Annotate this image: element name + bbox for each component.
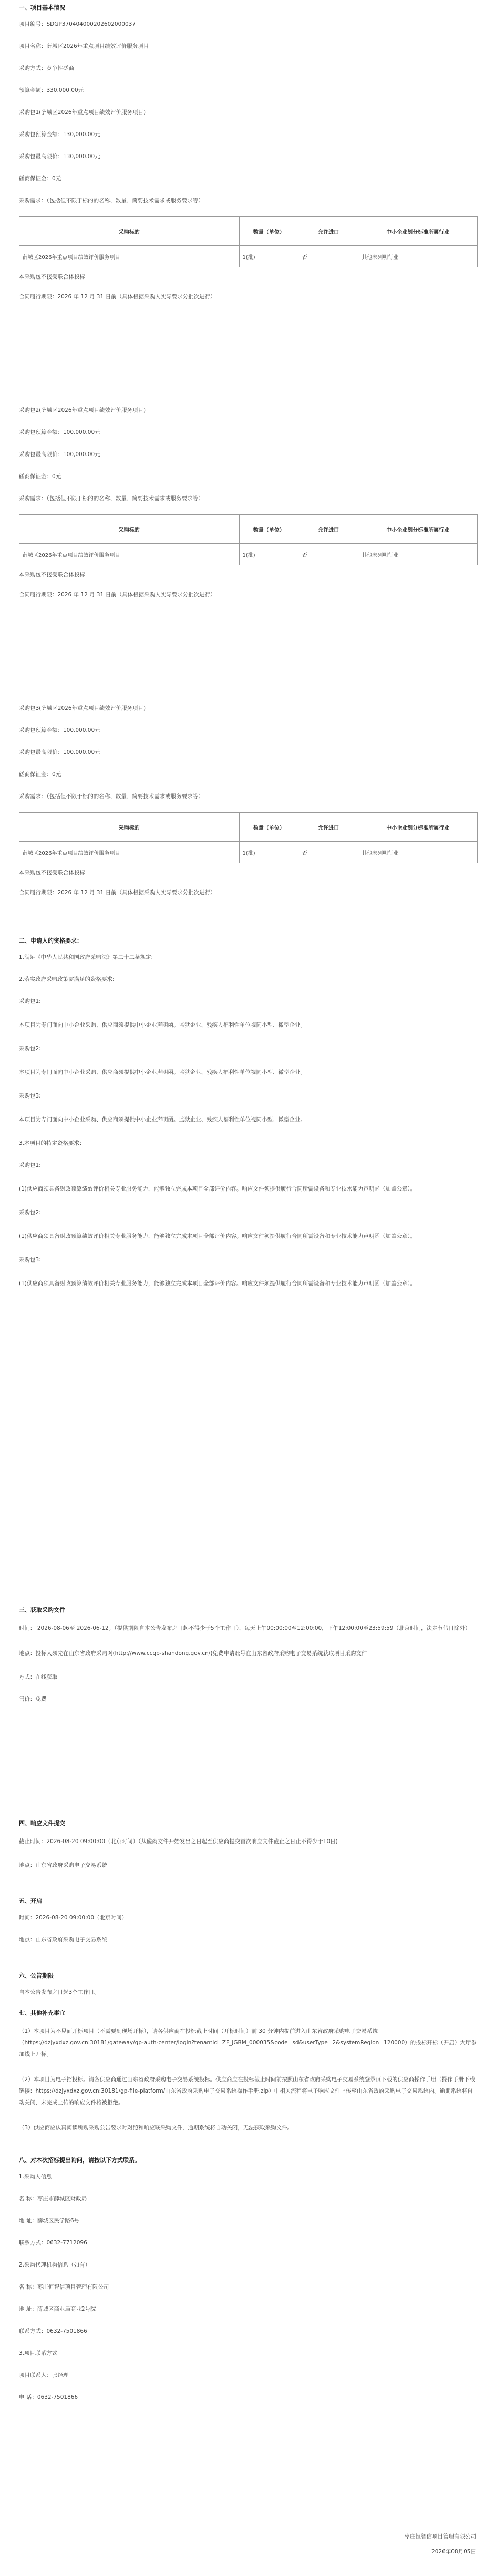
section-title: 七、其他补充事宜: [19, 2010, 65, 2016]
lot-term: 合同履行期限：2026 年 12 月 31 日前（具体根据采购人实际要求分批次进行）: [19, 592, 216, 598]
req-2-pkg1-label: 采购包1:: [19, 998, 41, 1005]
cell-import: 否: [299, 544, 358, 565]
col-industry-header: 中小企业划分标准所属行业: [358, 515, 478, 544]
req-2-pkg2-label: 采购包2:: [19, 1046, 41, 1052]
contact-heading: 3.项目联系方式: [19, 2350, 58, 2356]
budget-amount: 预算金额：330,000.00元: [19, 87, 84, 94]
lot-consortium: 本采购包不接受联合体投标: [19, 870, 85, 876]
agent-address: 地 址：薛城区商业局商业2号院: [19, 2306, 96, 2312]
req-3-pkg2-label: 采购包2:: [19, 1209, 41, 1216]
lot-table: [19, 216, 478, 267]
cell-industry: 其他未列明行业: [358, 246, 478, 267]
submission-deadline: 截止时间：2026-08-20 09:00:00（北京时间）（从磋商文件开始发出之日起至供应商提交首次响应文件截止之日止不得少于10日): [19, 1838, 338, 1845]
opening-place: 地点：山东省政府采购电子交易系统: [19, 1937, 107, 1943]
lot-bond: 磋商保证金：0元: [19, 771, 61, 778]
req-3-pkg3-text: (1)供应商须具备财政预算绩效评价相关专业服务能力，能够独立完成本项目全部评价内容。响应文件须提供履行合同所需设备和专业技术能力声明函（加盖公章）。: [19, 1280, 416, 1287]
lot-title: 采购包3(薛城区2026年重点项目绩效评价服务项目): [19, 705, 146, 711]
section-other-matters: [19, 2009, 478, 2147]
signature-block: [405, 2532, 477, 2563]
req-3-pkg2-text: (1)供应商须具备财政预算绩效评价相关专业服务能力，能够独立完成本项目全部评价内容。响应文件须提供履行合同所需设备和专业技术能力声明函（加盖公章）。: [19, 1233, 416, 1239]
lot-table: [19, 812, 478, 863]
section-qualifications: [19, 936, 478, 1303]
signature-org: 枣庄恒智信项目管理有限公司: [404, 2533, 476, 2540]
submission-place: 地点：山东省政府采购电子交易系统: [19, 1862, 107, 1868]
get-place: 地点：投标人须先在山东省政府采购网(http://www.ccgp-shandong.gov.cn/)免费申请账号在山东省政府采购电子交易系统获取项目采购文件: [19, 1650, 367, 1657]
lot-title: 采购包2(薛城区2026年重点项目绩效评价服务项目): [19, 407, 146, 413]
cell-industry: 其他未列明行业: [358, 544, 478, 565]
lot-bond: 磋商保证金：0元: [19, 175, 61, 182]
cell-name: 薛城区2026年重点项目绩效评价服务项目: [19, 544, 240, 565]
col-qty-header: 数量（单位）: [239, 515, 299, 544]
project-number: 项目编号：SDGP370404000202602000037: [19, 21, 136, 27]
project-name: 项目名称：薛城区2026年重点项目绩效评价服务项目: [19, 43, 149, 49]
buyer-address: 地 址：薛城区民学路6号: [19, 2218, 80, 2224]
cell-import: 否: [299, 246, 358, 267]
table-row: [19, 842, 478, 863]
lot-consortium: 本采购包不接受联合体投标: [19, 274, 85, 280]
col-import-header: 允许进口: [299, 813, 358, 842]
lot-budget: 采购包预算金额：100,000.00元: [19, 429, 100, 436]
cell-qty: 1(批): [239, 842, 299, 863]
col-name-header: 采购标的: [19, 217, 240, 246]
col-qty-header: 数量（单位）: [239, 813, 299, 842]
section-notice-period: [19, 1971, 478, 2010]
lot-block-2: [19, 406, 478, 704]
section-get-documents: [19, 1606, 478, 1717]
lot-block-1: [19, 108, 478, 406]
table-header-row: [19, 813, 478, 842]
lot-title: 采购包1(薛城区2026年重点项目绩效评价服务项目): [19, 109, 146, 116]
req-3-pkg1-label: 采购包1:: [19, 1162, 41, 1168]
lot-term: 合同履行期限：2026 年 12 月 31 日前（具体根据采购人实际要求分批次进行）: [19, 889, 216, 896]
section-contacts: [19, 2156, 478, 2415]
notice-period-text: 自本公告发布之日起3个工作日。: [19, 1989, 100, 1995]
req-1: 1.满足《中华人民共和国政府采购法》第二十二条规定;: [19, 954, 153, 960]
section-opening: [19, 1897, 478, 1958]
lot-term: 合同履行期限：2026 年 12 月 31 日前（具体根据采购人实际要求分批次进行）: [19, 294, 216, 300]
col-import-header: 允许进口: [299, 515, 358, 544]
section-title: 四、响应文件提交: [19, 1820, 65, 1827]
cell-name: 薛城区2026年重点项目绩效评价服务项目: [19, 842, 240, 863]
req-2-pkg3-label: 采购包3:: [19, 1093, 41, 1099]
other-item-3: （3）供应商应认真阅读所购采购公告要求时对照和响应联采购文件，逾期系统将自动关闭，无法获取采购文件。: [19, 2125, 293, 2131]
get-price: 售价：免费: [19, 1696, 47, 1702]
col-qty-header: 数量（单位）: [239, 217, 299, 246]
cell-qty: 1(批): [239, 544, 299, 565]
col-name-header: 采购标的: [19, 515, 240, 544]
lot-requirements: 采购需求：（包括但不限于标的的名称、数量、简要技术需求或服务要求等）: [19, 793, 204, 800]
req-2-pkg1-text: 本项目为专门面向中小企业采购、供应商须提供中小企业声明函。监狱企业、残疾人福利性单位视同小型、微型企业。: [19, 1022, 306, 1028]
lot-requirements: 采购需求：（包括但不限于标的的名称、数量、简要技术需求或服务要求等）: [19, 198, 204, 204]
procurement-method: 采购方式：竞争性磋商: [19, 65, 74, 71]
opening-time: 时间：2026-08-20 09:00:00（北京时间）: [19, 1915, 128, 1921]
contact-person: 项目联系人：张经理: [19, 2372, 69, 2378]
section-title: 六、公告期限: [19, 1972, 54, 1979]
get-time: 时间： 2026-08-06至 2026-06-12。（提供期限自本公告发布之日起不得少于5个工作日），每天上午00:00:00至12:00:00，下午12:00:00至23:59:59（北京时间，法定节假日除外）: [19, 1625, 471, 1631]
agent-name: 名 称：枣庄恒智信项目管理有限公司: [19, 2284, 109, 2290]
col-import-header: 允许进口: [299, 217, 358, 246]
table-row: [19, 544, 478, 565]
lot-budget: 采购包预算金额：100,000.00元: [19, 727, 100, 733]
get-way: 方式：在线获取: [19, 1674, 58, 1680]
lot-max-price: 采购包最高限价：100,000.00元: [19, 451, 100, 458]
lot-max-price: 采购包最高限价：100,000.00元: [19, 749, 100, 756]
req-2: 2.落实政府采购政策需满足的资格要求:: [19, 976, 115, 982]
section-project-info: [19, 3, 478, 1002]
cell-import: 否: [299, 842, 358, 863]
other-item-2: （2）本项目为电子招投标。请各供应商通过山东省政府采购电子交易系统投标。供应商应在投标截止时间前按照山东省政府采购电子交易系统登录页下载的供应商操作手册（操作手册下载链接：https://dzjyxdxz.gov.cn:30181/gp-file-platform/山东省政府采购电子交易系统操作手册.zip）中相关流程将电子响应文件上传至山东省政府采购电子交易系统内。逾期系统将自动关闭，未完成上传的响应文件将被拒绝。: [19, 2076, 475, 2106]
signature-date: 2026年08月05日: [431, 2549, 476, 2555]
cell-qty: 1(批): [239, 246, 299, 267]
buyer-phone: 联系方式：0632-7712096: [19, 2240, 87, 2246]
agent-phone: 联系方式：0632-7501866: [19, 2328, 87, 2334]
lot-table: [19, 514, 478, 565]
req-2-pkg2-text: 本项目为专门面向中小企业采购、供应商须提供中小企业声明函。监狱企业、残疾人福利性单位视同小型、微型企业。: [19, 1069, 306, 1075]
req-2-pkg3-text: 本项目为专门面向中小企业采购、供应商须提供中小企业声明函。监狱企业、残疾人福利性单位视同小型、微型企业。: [19, 1116, 306, 1123]
section-title: 一、项目基本情况: [19, 4, 65, 11]
table-header-row: [19, 515, 478, 544]
agent-heading: 2.采购代理机构信息（如有）: [19, 2262, 91, 2268]
table-header-row: [19, 217, 478, 246]
lot-bond: 磋商保证金：0元: [19, 473, 61, 480]
col-name-header: 采购标的: [19, 813, 240, 842]
lot-budget: 采购包预算金额：130,000.00元: [19, 131, 100, 138]
req-3: 3.本项目的特定资格要求：: [19, 1140, 85, 1146]
col-industry-header: 中小企业划分标准所属行业: [358, 813, 478, 842]
col-industry-header: 中小企业划分标准所属行业: [358, 217, 478, 246]
lot-max-price: 采购包最高限价：130,000.00元: [19, 153, 100, 160]
section-title: 三、获取采购文件: [19, 1607, 65, 1613]
lot-consortium: 本采购包不接受联合体投标: [19, 572, 85, 578]
buyer-name: 名 称：枣庄市薛城区财政局: [19, 2196, 87, 2202]
section-title: 八、对本次招标提出询问，请按以下方式联系。: [19, 2157, 140, 2164]
table-row: [19, 246, 478, 267]
section-title: 二、申请人的资格要求：: [19, 937, 83, 944]
cell-name: 薛城区2026年重点项目绩效评价服务项目: [19, 246, 240, 267]
section-submission: [19, 1819, 478, 1883]
buyer-heading: 1.采购人信息: [19, 2174, 52, 2180]
req-3-pkg3-label: 采购包3:: [19, 1257, 41, 1263]
cell-industry: 其他未列明行业: [358, 842, 478, 863]
req-3-pkg1-text: (1)供应商须具备财政预算绩效评价相关专业服务能力，能够独立完成本项目全部评价内容。响应文件须提供履行合同所需设备和专业技术能力声明函（加盖公章）。: [19, 1186, 416, 1192]
lot-requirements: 采购需求：（包括但不限于标的的名称、数量、简要技术需求或服务要求等）: [19, 495, 204, 502]
other-item-1: （1）本项目为不见面开标项目（不需要到现场开标），请各供应商在投标截止时间（开标时间）前 30 分钟内提前进入山东省政府采购电子交易系统（https://dzjyxdxz.gov.cn:30181/gateway/gp-auth-center/login?tenantId=ZF_JGBM_000035&code=sd&userType=2&systemRegion=120000）的投标开标（开启）大厅参加线上开标。: [19, 2028, 477, 2057]
section-title: 五、开启: [19, 1898, 42, 1905]
contact-phone: 电 话：0632-7501866: [19, 2394, 78, 2401]
